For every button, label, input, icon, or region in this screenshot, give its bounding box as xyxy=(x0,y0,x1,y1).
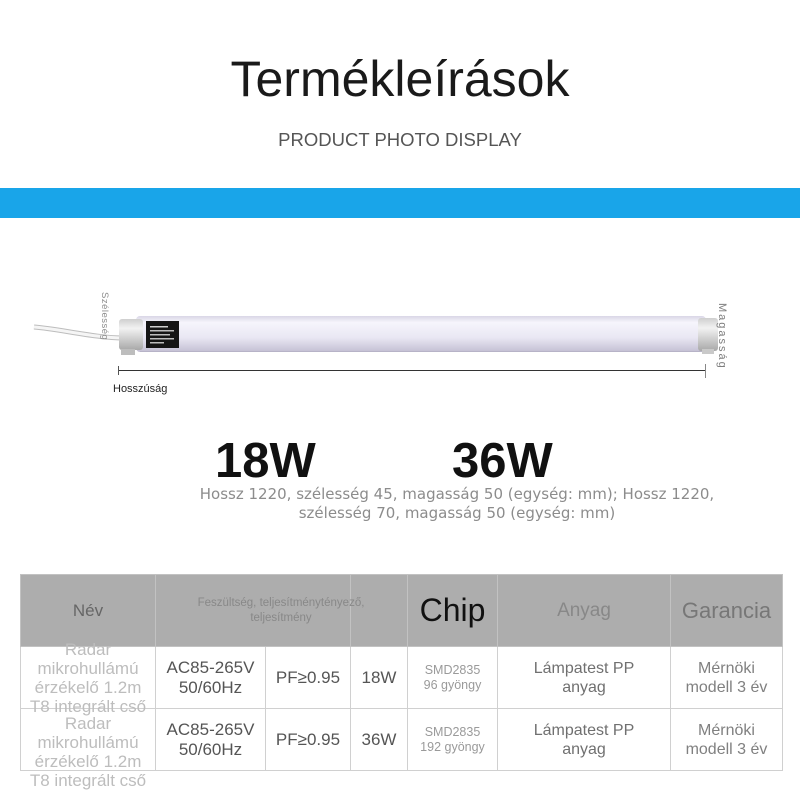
header-material-cell xyxy=(498,575,671,647)
page-subtitle: PRODUCT PHOTO DISPLAY xyxy=(278,129,522,150)
header-name: Név xyxy=(72,600,104,620)
voltage-value: AC85-265V 50/60Hz xyxy=(166,657,255,697)
accent-band xyxy=(0,188,800,218)
power-value: 18W xyxy=(361,667,397,687)
power-cell xyxy=(351,709,408,771)
page-title: Termékleírások xyxy=(230,51,570,107)
header-chip-cell xyxy=(408,575,498,647)
material-cell xyxy=(498,709,671,771)
height-label: Magasság xyxy=(716,303,728,370)
warranty-cell xyxy=(671,709,783,771)
width-label: Szélesség xyxy=(99,292,110,341)
led-tube-photo xyxy=(0,280,800,380)
power-cell xyxy=(351,647,408,709)
header-electrical: Feszültség, teljesítménytényező, teljesítmény xyxy=(197,596,365,624)
dimensions-note: Hossz 1220, szélesség 45, magasság 50 (egység: mm); Hossz 1220, szélesség 70, magasság 50 (egység: mm) xyxy=(199,485,715,522)
header-empty-cell xyxy=(351,575,408,647)
header-warranty: Garancia xyxy=(681,597,772,623)
chip-cell xyxy=(408,647,498,709)
header-name-cell xyxy=(21,575,156,647)
left-mount-foot xyxy=(121,349,135,355)
name-cell xyxy=(21,639,156,716)
length-label: Hosszúság xyxy=(113,383,168,395)
material-cell xyxy=(498,647,671,709)
right-mount-foot xyxy=(702,349,714,354)
tube-body xyxy=(136,316,706,352)
power-variant-18w: 18W xyxy=(215,434,316,488)
warranty-cell xyxy=(671,647,783,709)
spec-sticker-line xyxy=(150,342,164,344)
table-row xyxy=(21,647,783,709)
material-value: Lámpatest PP anyag xyxy=(533,659,635,696)
header-electrical-cell xyxy=(156,575,365,647)
voltage-cell xyxy=(156,709,266,771)
material-value: Lámpatest PP anyag xyxy=(533,721,635,758)
power-factor-cell xyxy=(266,709,351,771)
power-cable xyxy=(34,327,124,338)
right-end-cap xyxy=(698,318,718,351)
spec-table xyxy=(20,574,783,790)
table-row xyxy=(21,709,783,771)
power-factor-value: PF≥0.95 xyxy=(275,729,341,749)
spec-sticker-line xyxy=(150,330,174,332)
chip-value: SMD2835 192 gyöngy xyxy=(420,724,485,754)
header-chip: Chip xyxy=(419,592,486,628)
spec-sticker-line xyxy=(150,334,170,336)
warranty-value: Mérnöki modell 3 év xyxy=(685,659,768,696)
chip-value: SMD2835 96 gyöngy xyxy=(423,662,482,692)
chip-cell xyxy=(408,709,498,771)
table-header-row xyxy=(21,575,783,647)
power-variant-36w: 36W xyxy=(452,434,553,488)
power-factor-value: PF≥0.95 xyxy=(275,667,341,687)
power-factor-cell xyxy=(266,647,351,709)
product-name: Radar mikrohullámú érzékelő 1.2m T8 integrált cső xyxy=(29,713,147,790)
name-cell xyxy=(21,709,156,790)
voltage-cell xyxy=(156,647,266,709)
header-material: Anyag xyxy=(557,599,611,621)
product-name: Radar mikrohullámú érzékelő 1.2m T8 integrált cső xyxy=(29,639,147,716)
voltage-value: AC85-265V 50/60Hz xyxy=(166,719,255,759)
power-value: 36W xyxy=(361,729,397,749)
spec-sticker-line xyxy=(150,338,174,340)
warranty-value: Mérnöki modell 3 év xyxy=(685,721,768,758)
header-warranty-cell xyxy=(671,575,783,647)
spec-sticker-line xyxy=(150,326,168,328)
left-end-cap xyxy=(119,319,143,350)
